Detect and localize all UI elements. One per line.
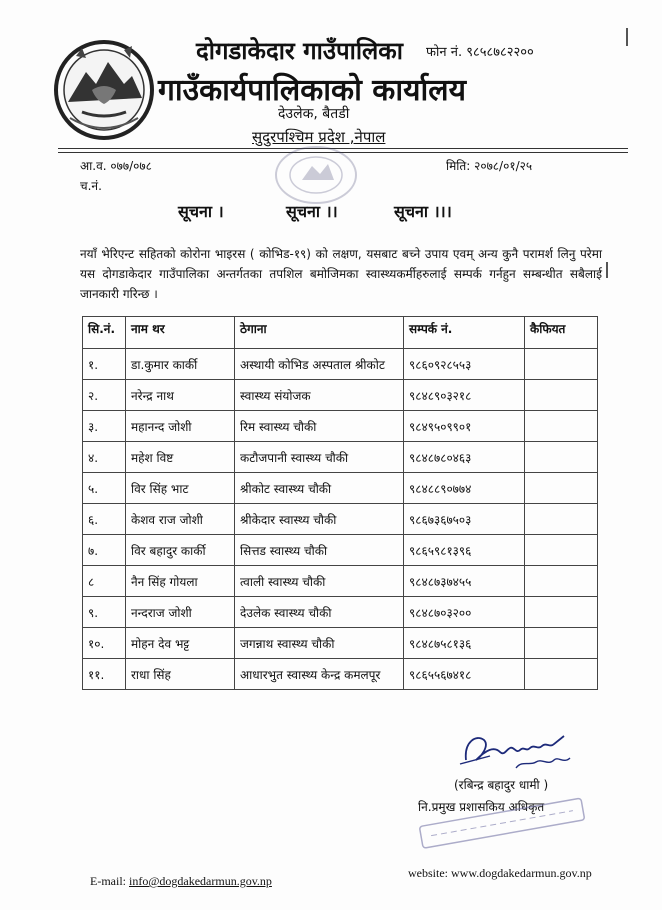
table-row (83, 566, 598, 597)
cell-address: देउलेक स्वास्थ्य चौकी (235, 597, 404, 628)
cell-name: राधा सिंह (126, 659, 235, 690)
cell-remarks (525, 349, 598, 380)
cell-contact: ९८४८७०३२०० (404, 597, 525, 628)
municipality-name: दोगडाकेदार गाउँपालिका (196, 37, 403, 65)
column-header-contact: सम्पर्क नं. (404, 317, 525, 349)
phone-number: फोन नं. ९८५८७८२२०० (426, 45, 534, 60)
office-location: देउलेक, बैतडी (278, 106, 350, 122)
cell-remarks (525, 566, 598, 597)
table-row (83, 597, 598, 628)
cell-remarks (525, 411, 598, 442)
cell-remarks (525, 535, 598, 566)
notice-heading-3: सूचना ।।। (394, 202, 452, 221)
cell-serial: ६. (83, 504, 126, 535)
cell-remarks (525, 504, 598, 535)
table-row (83, 411, 598, 442)
cell-remarks (525, 628, 598, 659)
cell-contact: ९८६७३६७५०३ (404, 504, 525, 535)
cell-address: श्रीकेदार स्वास्थ्य चौकी (235, 504, 404, 535)
notice-body-text: नयाँ भेरिएन्ट सहितको कोरोना भाइरस ( कोभिड-१९) को लक्षण, यसबाट बच्ने उपाय एवम् अन्य कुनै परामर्श लिनु परेमा यस दोगडाकेदार गाउँपालिका अन्तर्गतका तपशिल बमोजिमका स्वास्थ्यकर्मीहरुलाई सम्पर्क गर्नहुन सम्बन्धीत सबैलाई जानकारी गरिन्छ । (80, 247, 602, 301)
cell-contact: ९८४८९०३२१८ (404, 380, 525, 411)
column-header-name: नाम थर (126, 317, 235, 349)
column-header-serial: सि.नं. (83, 317, 126, 349)
cell-address: स्वास्थ्य संयोजक (235, 380, 404, 411)
health-worker-contact-table (82, 316, 598, 690)
notice-heading-2: सूचना ।। (286, 202, 338, 221)
table-row (83, 628, 598, 659)
cell-remarks (525, 442, 598, 473)
cell-name: नन्दराज जोशी (126, 597, 235, 628)
cell-serial: ५. (83, 473, 126, 504)
table-row (83, 473, 598, 504)
nepal-government-emblem-logo (52, 38, 156, 142)
cell-serial: २. (83, 380, 126, 411)
cell-name: महानन्द जोशी (126, 411, 235, 442)
cell-remarks (525, 473, 598, 504)
cell-address: कटौजपानी स्वास्थ्य चौकी (235, 442, 404, 473)
cell-address: त्वाली स्वास्थ्य चौकी (235, 566, 404, 597)
cell-address: अस्थायी कोभिड अस्पताल श्रीकोट (235, 349, 404, 380)
cell-name: विर बहादुर कार्की (126, 535, 235, 566)
notice-heading-1: सूचना । (178, 202, 224, 221)
table-row (83, 659, 598, 690)
cell-name: केशव राज जोशी (126, 504, 235, 535)
column-header-remarks: कैफियत (525, 317, 598, 349)
cell-remarks (525, 380, 598, 411)
cell-name: नैन सिंह गोयला (126, 566, 235, 597)
table-row (83, 504, 598, 535)
fiscal-year: आ.व. ०७७/०७८ (80, 159, 152, 173)
cell-contact: ९८४८८९०७७४ (404, 473, 525, 504)
cell-remarks (525, 597, 598, 628)
table-row (83, 349, 598, 380)
cell-address: रिम स्वास्थ्य चौकी (235, 411, 404, 442)
cell-contact: ९८६०९२८५५३ (404, 349, 525, 380)
office-name: गाउँकार्यपालिकाको कार्यालय (158, 73, 467, 108)
cell-serial: ७. (83, 535, 126, 566)
cell-serial: ११. (83, 659, 126, 690)
cell-address: सित्तड स्वास्थ्य चौकी (235, 535, 404, 566)
margin-mark (626, 28, 628, 46)
handwritten-signature (446, 720, 592, 782)
cell-name: महेश विष्ट (126, 442, 235, 473)
cell-name: मोहन देव भट्ट (126, 628, 235, 659)
cell-contact: ९८४९५०९९०१ (404, 411, 525, 442)
email-label: E-mail: (90, 874, 126, 888)
cell-contact: ९८४८७८०४६३ (404, 442, 525, 473)
signer-name: (रबिन्द्र बहादुर धामी ) (454, 778, 549, 792)
cell-serial: ८ (83, 566, 126, 597)
signer-title: नि.प्रमुख प्रशासकिय अधिकृत (418, 800, 545, 814)
margin-mark (606, 262, 608, 278)
cell-serial: १०. (83, 628, 126, 659)
table-row (83, 535, 598, 566)
table-row (83, 442, 598, 473)
table-header-row (83, 317, 598, 349)
cell-contact: ९८६५५६७४१८ (404, 659, 525, 690)
cell-serial: ९. (83, 597, 126, 628)
cell-contact: ९८४८७५८१३६ (404, 628, 525, 659)
cell-serial: १. (83, 349, 126, 380)
column-header-address: ठेगाना (235, 317, 404, 349)
footer-email (90, 874, 272, 889)
dispatch-number: च.नं. (80, 179, 102, 193)
cell-address: श्रीकोट स्वास्थ्य चौकी (235, 473, 404, 504)
cell-contact: ९८६५९८१३९६ (404, 535, 525, 566)
cell-remarks (525, 659, 598, 690)
cell-contact: ९८४८७३७४५५ (404, 566, 525, 597)
cell-name: नरेन्द्र नाथ (126, 380, 235, 411)
document-date: मिति: २०७८/०१/२५ (446, 159, 533, 173)
cell-address: जगन्नाथ स्वास्थ्य चौकी (235, 628, 404, 659)
cell-serial: ३. (83, 411, 126, 442)
cell-name: विर सिंह भाट (126, 473, 235, 504)
cell-address: आधारभुत स्वास्थ्य केन्द्र कमलपूर (235, 659, 404, 690)
province-line: सुदुरपश्चिम प्रदेश ,नेपाल (252, 128, 386, 146)
email-link[interactable]: info@dogdakedarmun.gov.np (129, 874, 272, 888)
cell-name: डा.कुमार कार्की (126, 349, 235, 380)
footer-website[interactable]: website: www.dogdakedarmun.gov.np (408, 866, 592, 880)
table-row (83, 380, 598, 411)
cell-serial: ४. (83, 442, 126, 473)
